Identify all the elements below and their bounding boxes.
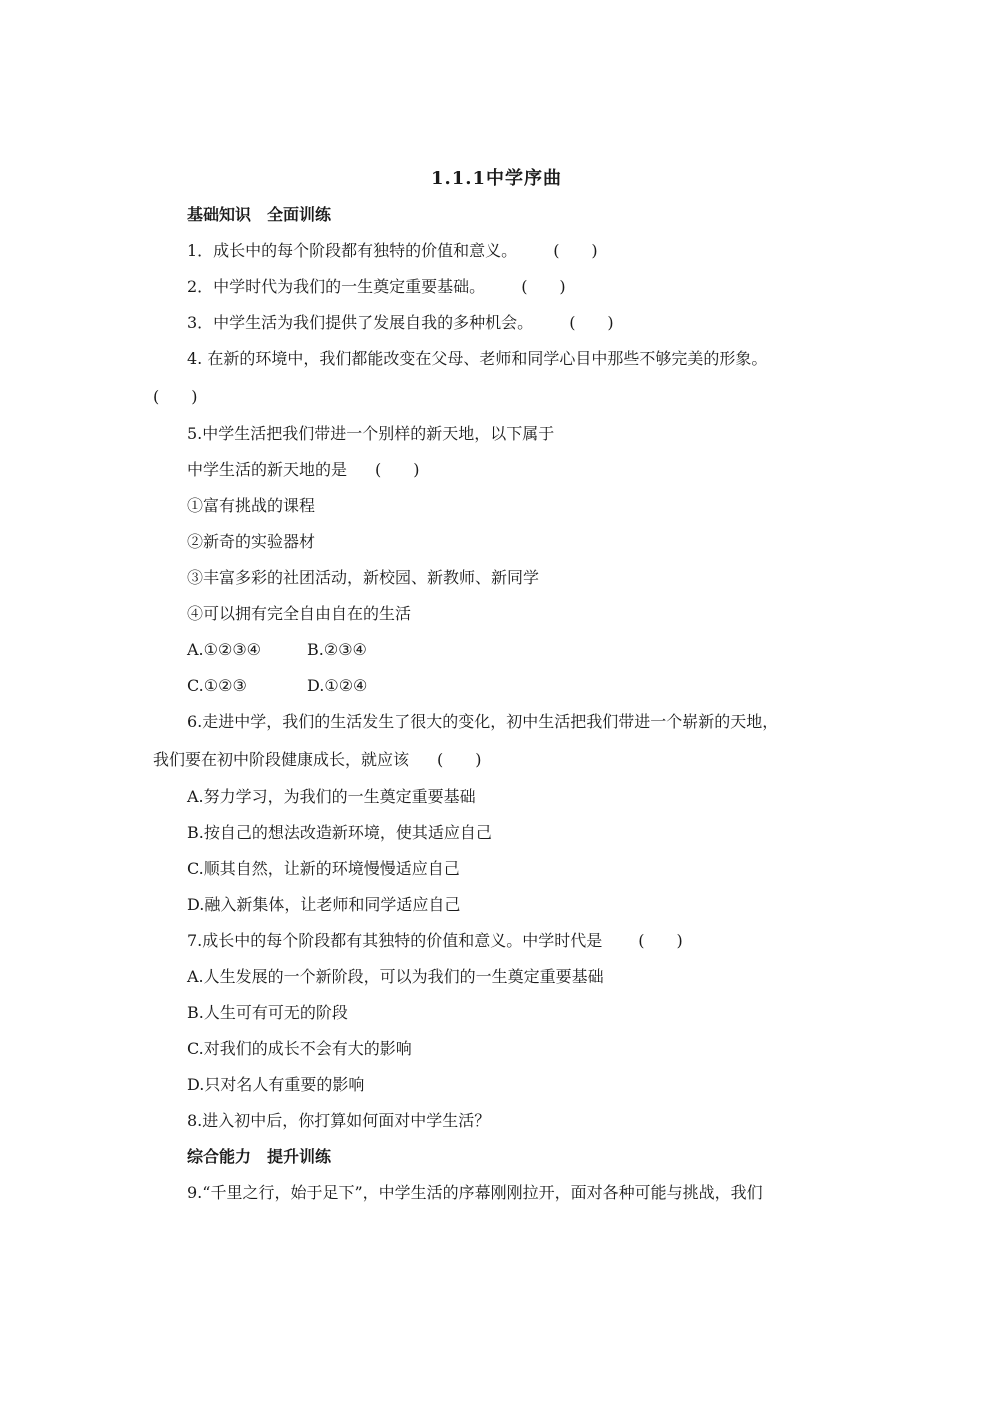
question-1 [187,239,598,263]
question-3-text: 3．中学生活为我们提供了发展自我的多种机会。 [187,313,534,332]
option-d: D.只对名人有重要的影响 [187,1075,365,1094]
question-2 [187,275,566,299]
question-3 [187,311,614,335]
statement-2: ②新奇的实验器材 [187,532,316,551]
answer-bracket: ( ) [375,460,420,479]
question-7-text: 7.成长中的每个阶段都有其独特的价值和意义。中学时代是 [187,931,603,950]
question-6-text: 我们要在初中阶段健康成长，就应该 [153,750,410,769]
option-c: C.①②③ [187,676,247,695]
question-5-text: 中学生活的新天地的是 [187,460,348,479]
answer-bracket: ( ) [437,750,482,769]
answer-bracket: ( ) [553,241,598,260]
question-7 [187,929,683,953]
question-1-text: 1．成长中的每个阶段都有独特的价值和意义。 [187,241,518,260]
page-title: 1.1.1中学序曲 [430,168,563,189]
question-2-text: 2．中学时代为我们的一生奠定重要基础。 [187,277,486,296]
statement-4: ④可以拥有完全自由自在的生活 [187,604,412,623]
question-4: 4. 在新的环境中，我们都能改变在父母、老师和同学心目中那些不够完美的形象。 [187,349,768,368]
option-d: D.融入新集体，让老师和同学适应自己 [187,895,461,914]
option-a: A.人生发展的一个新阶段，可以为我们的一生奠定重要基础 [187,967,604,986]
option-b: B.②③④ [307,640,367,659]
answer-bracket: ( ) [521,277,566,296]
option-a: A.努力学习，为我们的一生奠定重要基础 [187,787,476,806]
question-6: 6.走进中学，我们的生活发生了很大的变化，初中生活把我们带进一个崭新的天地， [187,712,779,731]
section-heading-basic: 基础知识 全面训练 [187,205,332,224]
statement-3: ③丰富多彩的社团活动，新校园、新教师、新同学 [187,568,540,587]
question-8: 8.进入初中后，你打算如何面对中学生活？ [187,1111,491,1130]
section-heading-comprehensive: 综合能力 提升训练 [187,1147,332,1166]
option-b: B.人生可有可无的阶段 [187,1003,348,1022]
answer-bracket: ( ) [638,931,683,950]
question-5: 5.中学生活把我们带进一个别样的新天地，以下属于 [187,424,555,443]
option-c: C.对我们的成长不会有大的影响 [187,1039,412,1058]
answer-bracket: ( ) [569,313,614,332]
question-6-cont [153,748,482,772]
option-a: A.①②③④ [187,640,262,659]
option-b: B.按自己的想法改造新环境，使其适应自己 [187,823,492,842]
option-c: C.顺其自然，让新的环境慢慢适应自己 [187,859,460,878]
question-5-cont [187,458,420,482]
statement-1: ①富有挑战的课程 [187,496,316,515]
answer-bracket: ( ) [153,387,198,406]
question-9: 9.“千里之行，始于足下”，中学生活的序幕刚刚拉开，面对各种可能与挑战，我们 [187,1183,763,1202]
option-d: D.①②④ [307,676,368,695]
